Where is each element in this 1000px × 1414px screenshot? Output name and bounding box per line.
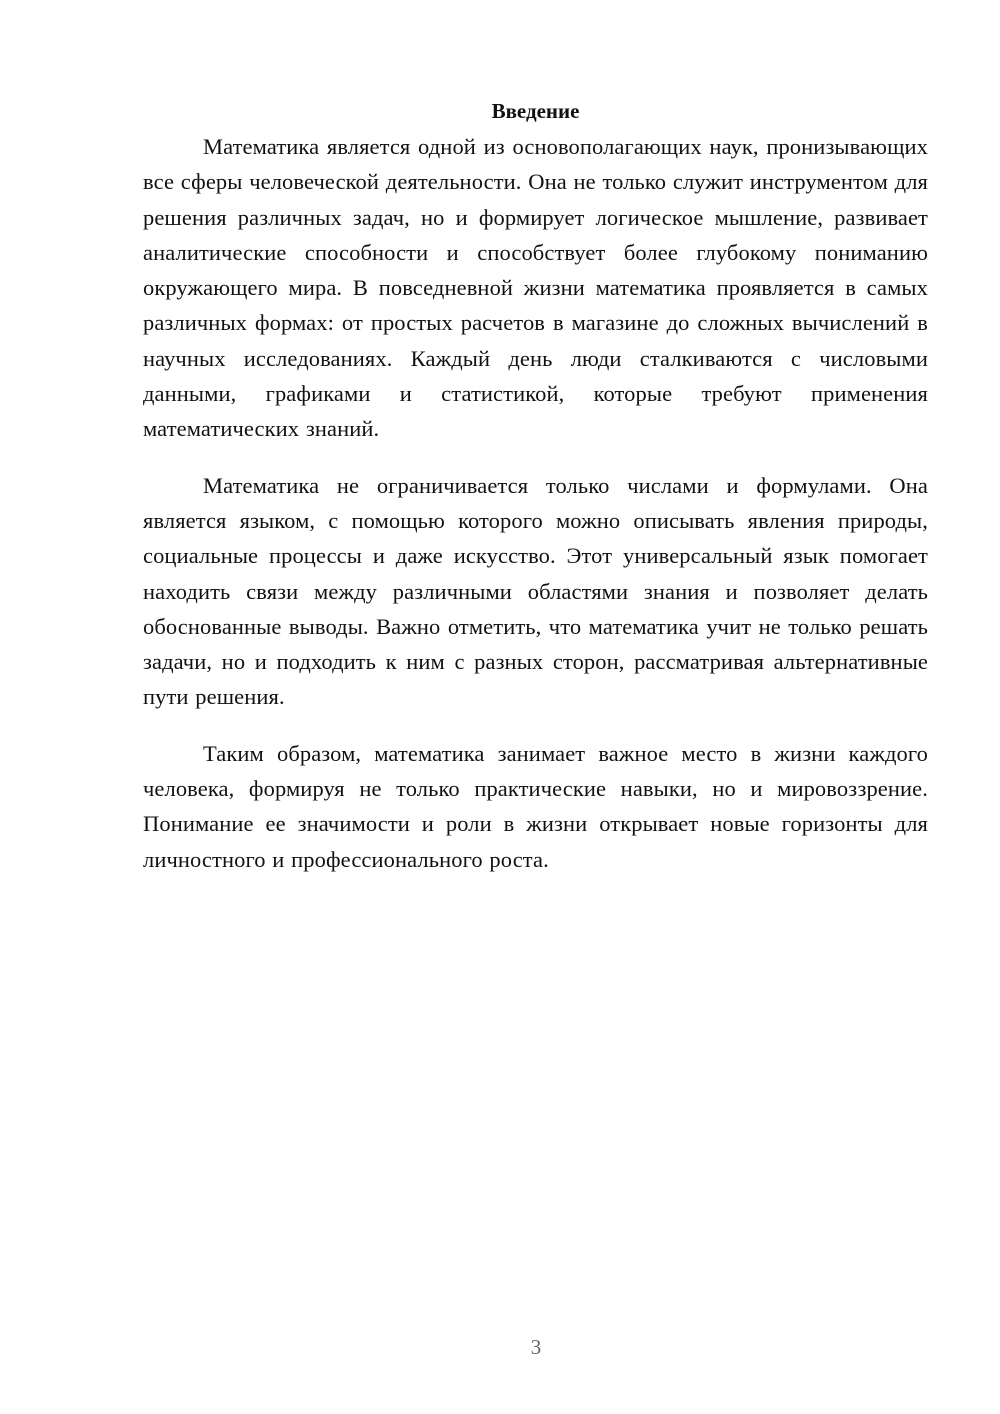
paragraph-1: Математика является одной из основополагающих наук, пронизывающих все сферы человеческой деятельности. Она не только служит инструментом для решения различных задач, но и формирует логическое мышление, развивает аналитические способности и способствует более глубокому пониманию окружающего мира. В повседневной жизни математика проявляется в самых различных формах: от простых расчетов в магазине до сложных вычислений в научных исследованиях. Каждый день люди сталкиваются с числовыми данными, графиками и статистикой, которые требуют применения математических знаний. [143, 134, 928, 442]
page-number: 3 [530, 1335, 542, 1359]
paragraph-3: Таким образом, математика занимает важное место в жизни каждого человека, формируя не только практические навыки, но и мировоззрение. Понимание ее значимости и роли в жизни открывает новые горизонты для личностного и профессионального роста. [143, 740, 928, 872]
page-content [143, 94, 928, 877]
section-heading: Введение [491, 99, 580, 123]
paragraph-2: Математика не ограничивается только числами и формулами. Она является языком, с помощью которого можно описывать явления природы, социальные процессы и даже искусство. Этот универсальный язык помогает находить связи между различными областями знания и позволяет делать обоснованные выводы. Важно отметить, что математика учит не только решать задачи, но и подходить к ним с разных сторон, рассматривая альтернативные пути решения. [143, 472, 928, 710]
